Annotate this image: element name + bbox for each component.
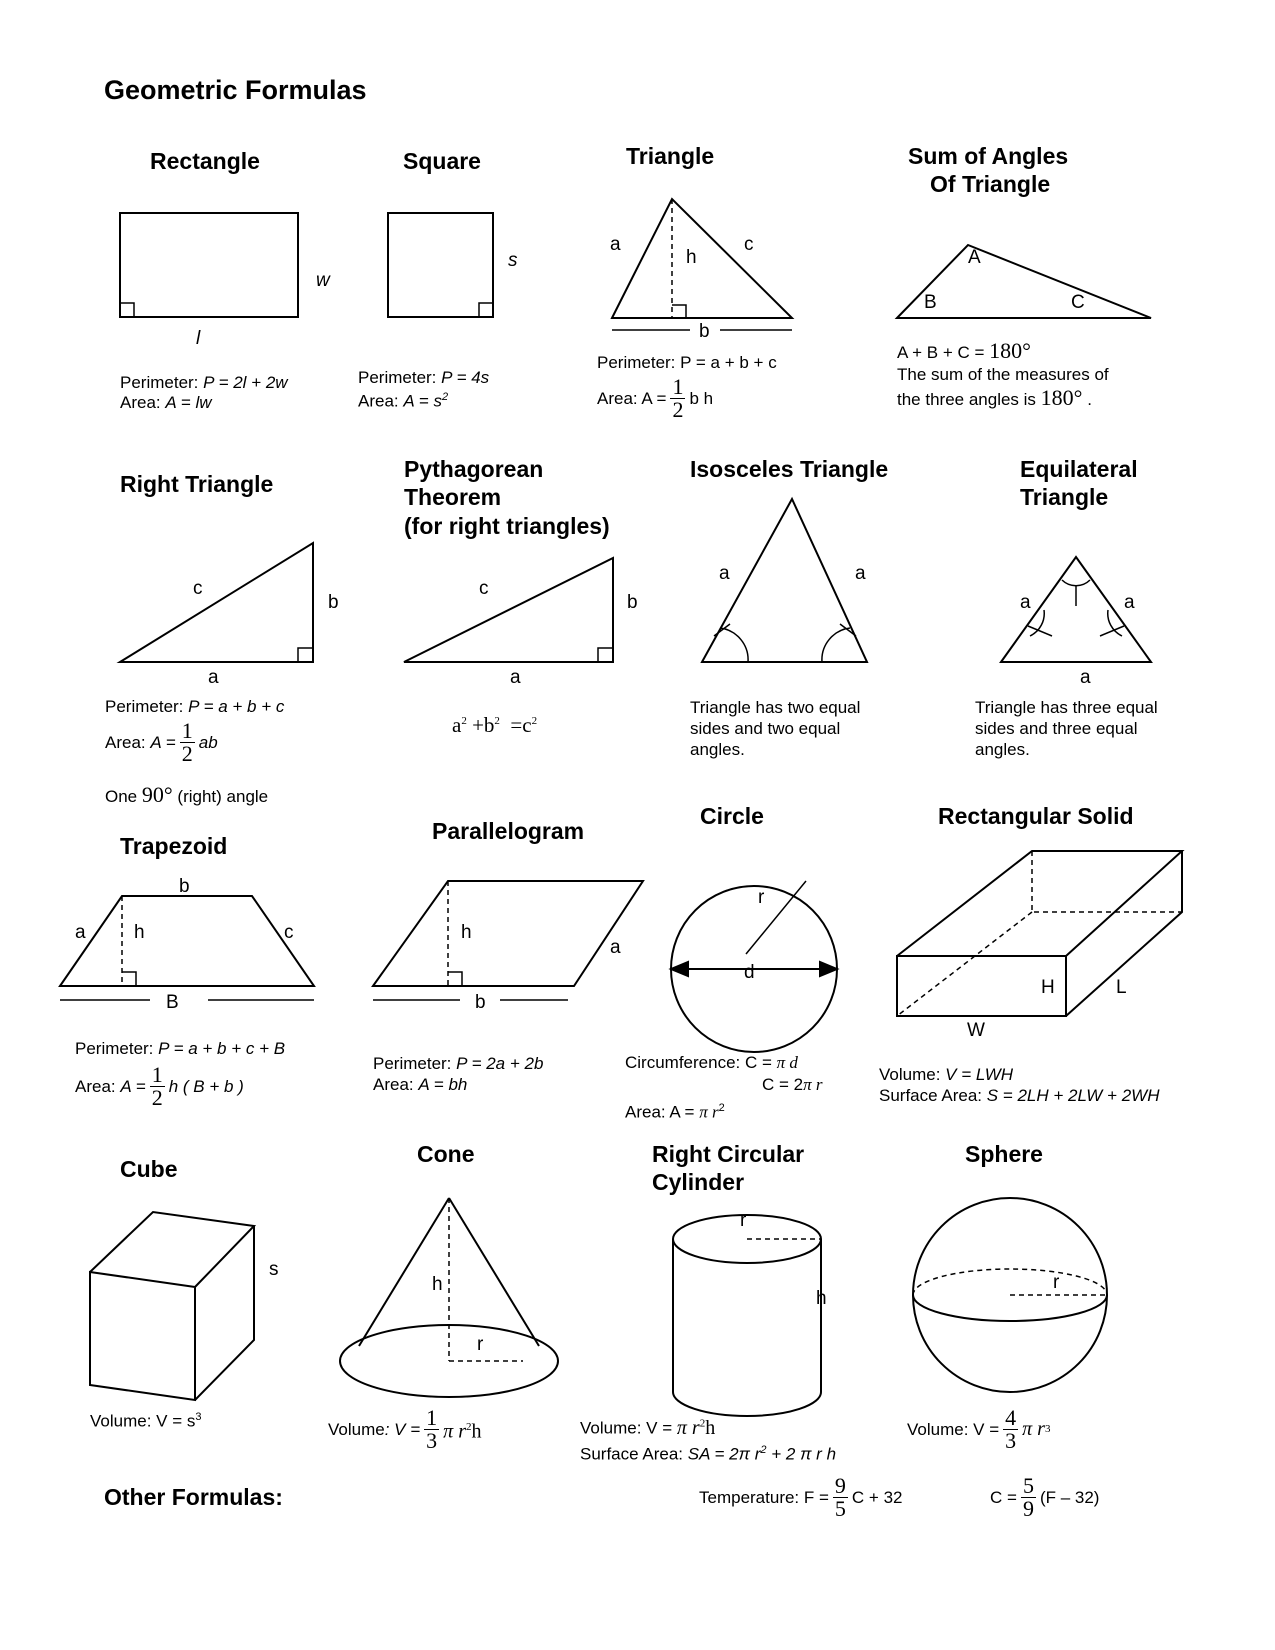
perimeter-formula: P = 2a + 2b [456, 1054, 544, 1073]
fraction-five-ninths [1021, 1475, 1036, 1520]
right-triangle-figure [120, 543, 313, 662]
volume-formula: V = LWH [945, 1065, 1014, 1084]
volume-colon: : [384, 1420, 390, 1439]
volume-text: Volume: V = s [90, 1411, 196, 1431]
area-label: Area: [373, 1075, 419, 1094]
rectangle-area [120, 392, 212, 413]
fraction-numerator: 1 [672, 374, 684, 399]
surface-label: Surface Area: [879, 1086, 987, 1105]
circle-diameter-label: d [744, 962, 755, 983]
right-triangle-heading: Right Triangle [120, 471, 274, 497]
area-formula: A = s [403, 391, 442, 411]
fraction-one-half [670, 376, 685, 421]
surface-formula: S = 2LH + 2LW + 2WH [986, 1086, 1160, 1105]
cone-figure [340, 1198, 558, 1397]
rect-solid-surface [879, 1085, 1159, 1106]
rectangle-perimeter [120, 372, 288, 393]
equilateral-desc-line3: angles. [975, 740, 1030, 759]
equilateral-desc-line1: Triangle has three equal [975, 698, 1158, 717]
angle-a-label: A [968, 247, 981, 268]
fraction-denominator: 5 [834, 1496, 846, 1521]
angle-b-label: B [924, 292, 937, 313]
volume-v: V = [394, 1420, 421, 1439]
rectangle-figure [120, 213, 298, 317]
perimeter-label: Perimeter: [358, 368, 442, 387]
pythagorean-formula [452, 713, 537, 738]
pythagorean-a-label: a [510, 667, 521, 688]
angles-heading-line2: Of Triangle [930, 171, 1051, 197]
volume-exponent: 3 [195, 1411, 202, 1423]
volume-label: Volume [328, 1420, 385, 1439]
volume-pi-r: π r [676, 1416, 700, 1439]
triangle-side-c-label: c [744, 234, 754, 255]
area-pi-r: π r [699, 1102, 719, 1122]
triangle-base-label: b [699, 321, 710, 342]
right-triangle-perimeter [105, 696, 284, 717]
trapezoid-perimeter [75, 1038, 285, 1059]
right-triangle-a-label: a [208, 667, 219, 688]
rect-solid-heading: Rectangular Solid [938, 803, 1134, 829]
circle-circumference-1 [625, 1052, 798, 1073]
fraction-numerator: 1 [151, 1062, 163, 1087]
pythagorean-c-label: c [479, 578, 489, 599]
area-label: Area: A = [597, 389, 667, 408]
circ-text: C = 2 [762, 1075, 804, 1094]
temperature-celsius [990, 1475, 1099, 1520]
equilateral-desc-line2: sides and three equal [975, 719, 1138, 738]
rectangle-heading: Rectangle [150, 148, 260, 174]
rect-solid-l-label: L [1116, 977, 1127, 998]
square-perimeter [358, 367, 489, 388]
trapezoid-figure [60, 896, 314, 1000]
area-label: Area: [358, 391, 404, 411]
rect-solid-volume [879, 1064, 1013, 1085]
perimeter-label: Perimeter: [75, 1039, 159, 1058]
fraction-denominator: 9 [1022, 1496, 1034, 1521]
isosceles-desc-line3: angles. [690, 740, 745, 759]
area-suffix: b h [689, 389, 714, 408]
sphere-volume [907, 1407, 1050, 1452]
degree-value: 180° [1040, 385, 1083, 410]
isosceles-desc-line2: sides and two equal [690, 719, 841, 738]
volume-pi-r: π r [1022, 1418, 1045, 1440]
formula-a: a [452, 713, 462, 737]
right-triangle-area [105, 720, 218, 765]
c-suffix: (F – 32) [1039, 1488, 1100, 1507]
temperature-fahrenheit [699, 1475, 902, 1520]
volume-expression [677, 1417, 715, 1439]
isosceles-right-label: a [855, 563, 866, 584]
surface-label: Surface Area: [580, 1444, 688, 1464]
cylinder-volume [580, 1413, 715, 1439]
perimeter-formula: P = 2l + 2w [203, 373, 288, 392]
exponent: 2 [461, 715, 467, 727]
square-heading: Square [403, 148, 481, 174]
fraction-numerator: 1 [181, 718, 193, 743]
pythagorean-b-label: b [627, 592, 638, 613]
fraction-nine-fifths [833, 1475, 848, 1520]
fraction-denominator: 2 [672, 397, 684, 422]
cylinder-figure [673, 1215, 821, 1416]
triangle-height-label: h [686, 247, 697, 268]
pythagorean-heading-line1: Pythagorean [404, 456, 544, 482]
formula-c: =c [510, 713, 532, 737]
fraction-numerator: 9 [834, 1473, 846, 1498]
square-area [358, 387, 448, 412]
parallelogram-area [373, 1074, 467, 1095]
angles-desc-line1: The sum of the measures of [897, 365, 1109, 384]
rect-solid-w-label: W [967, 1020, 985, 1041]
perimeter-formula: P = 4s [441, 368, 490, 387]
fraction-numerator: 5 [1022, 1473, 1034, 1498]
angles-desc-line2 [897, 387, 1092, 410]
fraction-denominator: 3 [426, 1428, 438, 1453]
sphere-heading: Sphere [965, 1141, 1043, 1167]
fraction-numerator: 4 [1005, 1405, 1017, 1430]
perimeter-label: Perimeter: [373, 1054, 457, 1073]
equilateral-left-label: a [1020, 592, 1031, 613]
cone-height-label: h [432, 1274, 443, 1295]
area-a: A = [120, 1077, 146, 1096]
fraction-denominator: 3 [1005, 1428, 1017, 1453]
equilateral-heading-line1: Equilateral [1020, 456, 1138, 482]
triangle-area [597, 376, 713, 421]
parallelogram-b-label: b [475, 992, 486, 1013]
angle-prefix: One [105, 787, 138, 806]
cylinder-height-label: h [816, 1288, 827, 1309]
pythagorean-triangle-figure [404, 558, 613, 662]
pythagorean-heading-line2: Theorem [404, 484, 502, 510]
cone-volume [328, 1407, 481, 1452]
area-a: A = [150, 733, 176, 752]
trapezoid-heading: Trapezoid [120, 833, 228, 859]
angles-heading-line1: Sum of Angles [908, 143, 1069, 169]
volume-label: Volume: V = [580, 1418, 673, 1438]
circ-pi-r: π r [803, 1075, 823, 1094]
parallelogram-a-label: a [610, 937, 621, 958]
trapezoid-b-label: b [179, 876, 190, 897]
circ-text: Circumference: C = [625, 1053, 772, 1072]
equilateral-base-label: a [1080, 667, 1091, 688]
surface-end: + 2 π r h [766, 1444, 837, 1464]
volume-pi-r: π r [443, 1420, 466, 1443]
cube-heading: Cube [120, 1156, 178, 1182]
area-suffix: h ( B + b ) [168, 1077, 244, 1096]
area-formula: A = bh [418, 1075, 468, 1094]
parallelogram-figure [373, 881, 643, 1000]
triangle-heading: Triangle [626, 143, 715, 169]
angle-degree: 90° [141, 782, 173, 807]
surface-exponent: 2 [760, 1444, 767, 1456]
fraction-four-thirds [1003, 1407, 1018, 1452]
circ-pi-d: π d [776, 1053, 798, 1072]
angles-formula [897, 340, 1031, 363]
square-figure [388, 213, 493, 317]
angle-suffix: (right) angle [177, 787, 269, 806]
formula-b: +b [472, 713, 495, 737]
perimeter-formula: P = a + b + c + B [158, 1039, 286, 1058]
isosceles-left-label: a [719, 563, 730, 584]
right-triangle-b-label: b [328, 592, 339, 613]
trapezoid-h-label: h [134, 922, 145, 943]
perimeter-label: Perimeter: [105, 697, 189, 716]
page-title: Geometric Formulas [104, 75, 367, 105]
fraction-one-half [150, 1064, 165, 1109]
right-triangle-c-label: c [193, 578, 203, 599]
surface-formula: SA = 2π r [687, 1444, 761, 1464]
formula-text: A + B + C = [897, 343, 985, 362]
area-exponent: 2 [718, 1102, 725, 1114]
cube-side-label: s [269, 1259, 279, 1280]
exponent: 2 [531, 715, 538, 727]
volume-label: Volume: V = [907, 1420, 1000, 1439]
area-label: Area: [120, 393, 166, 412]
temp-suffix: C + 32 [851, 1488, 903, 1507]
sphere-figure [913, 1198, 1107, 1392]
circle-radius-label: r [758, 887, 765, 908]
isosceles-desc-line1: Triangle has two equal [690, 698, 861, 717]
temp-label: Temperature: F = [699, 1488, 829, 1507]
equilateral-right-label: a [1124, 592, 1135, 613]
fraction-numerator: 1 [426, 1405, 438, 1430]
volume-exponent: 3 [1044, 1423, 1051, 1435]
volume-exponent: 2 [699, 1417, 706, 1429]
angle-c-label: C [1071, 292, 1085, 313]
triangle-perimeter: Perimeter: P = a + b + c [597, 353, 777, 372]
fraction-one-third [424, 1407, 439, 1452]
trapezoid-area [75, 1064, 244, 1109]
parallelogram-perimeter [373, 1053, 543, 1074]
degree-value: 180° [989, 338, 1031, 363]
triangle-side-a-label: a [610, 234, 621, 255]
area-label: Area: A = [625, 1102, 695, 1122]
rect-solid-h-label: H [1041, 977, 1055, 998]
area-formula: A = lw [165, 393, 212, 412]
other-formulas-heading: Other Formulas: [104, 1484, 283, 1510]
perimeter-formula: P = a + b + c [188, 697, 285, 716]
equilateral-heading-line2: Triangle [1020, 484, 1109, 510]
cone-heading: Cone [417, 1141, 475, 1167]
desc-end: . [1087, 390, 1092, 409]
circle-heading: Circle [700, 803, 764, 829]
fraction-denominator: 2 [151, 1085, 163, 1110]
rectangle-length-label: l [196, 328, 201, 349]
exponent: 2 [494, 715, 500, 727]
cylinder-heading-line2: Cylinder [652, 1169, 745, 1195]
volume-label: Volume: [879, 1065, 946, 1084]
c-label: C = [990, 1488, 1017, 1507]
parallelogram-heading: Parallelogram [432, 818, 585, 844]
area-exponent: 2 [441, 391, 449, 403]
cylinder-radius-label: r [740, 1210, 747, 1231]
cube-figure [90, 1212, 254, 1400]
cone-radius-label: r [477, 1334, 484, 1355]
cube-volume [90, 1407, 202, 1432]
square-side-label: s [508, 250, 518, 271]
parallelogram-h-label: h [461, 922, 472, 943]
pythagorean-heading-line3: (for right triangles) [404, 513, 610, 539]
fraction-denominator: 2 [181, 741, 193, 766]
area-label: Area: [105, 733, 146, 752]
right-triangle-angle [105, 784, 268, 807]
volume-expression [443, 1417, 481, 1443]
fraction-one-half [180, 720, 195, 765]
circle-circumference-2 [762, 1074, 823, 1095]
trapezoid-a-label: a [75, 922, 86, 943]
desc-text: the three angles is [897, 390, 1036, 409]
trapezoid-big-b-label: B [166, 992, 179, 1013]
cylinder-heading-line1: Right Circular [652, 1141, 805, 1167]
triangle-figure [612, 199, 792, 330]
volume-exponent: 2 [465, 1420, 472, 1433]
circle-area [625, 1098, 725, 1123]
isosceles-heading: Isosceles Triangle [690, 456, 889, 482]
area-suffix: ab [198, 733, 218, 752]
volume-h: h [705, 1416, 716, 1439]
sphere-radius-label: r [1053, 1272, 1060, 1293]
area-label: Area: [75, 1077, 116, 1096]
perimeter-label: Perimeter: [120, 373, 204, 392]
volume-h: h [471, 1420, 482, 1443]
trapezoid-c-label: c [284, 922, 294, 943]
rectangular-solid-figure [897, 851, 1182, 1016]
cylinder-surface [580, 1440, 836, 1465]
rectangle-width-label: w [316, 270, 330, 291]
